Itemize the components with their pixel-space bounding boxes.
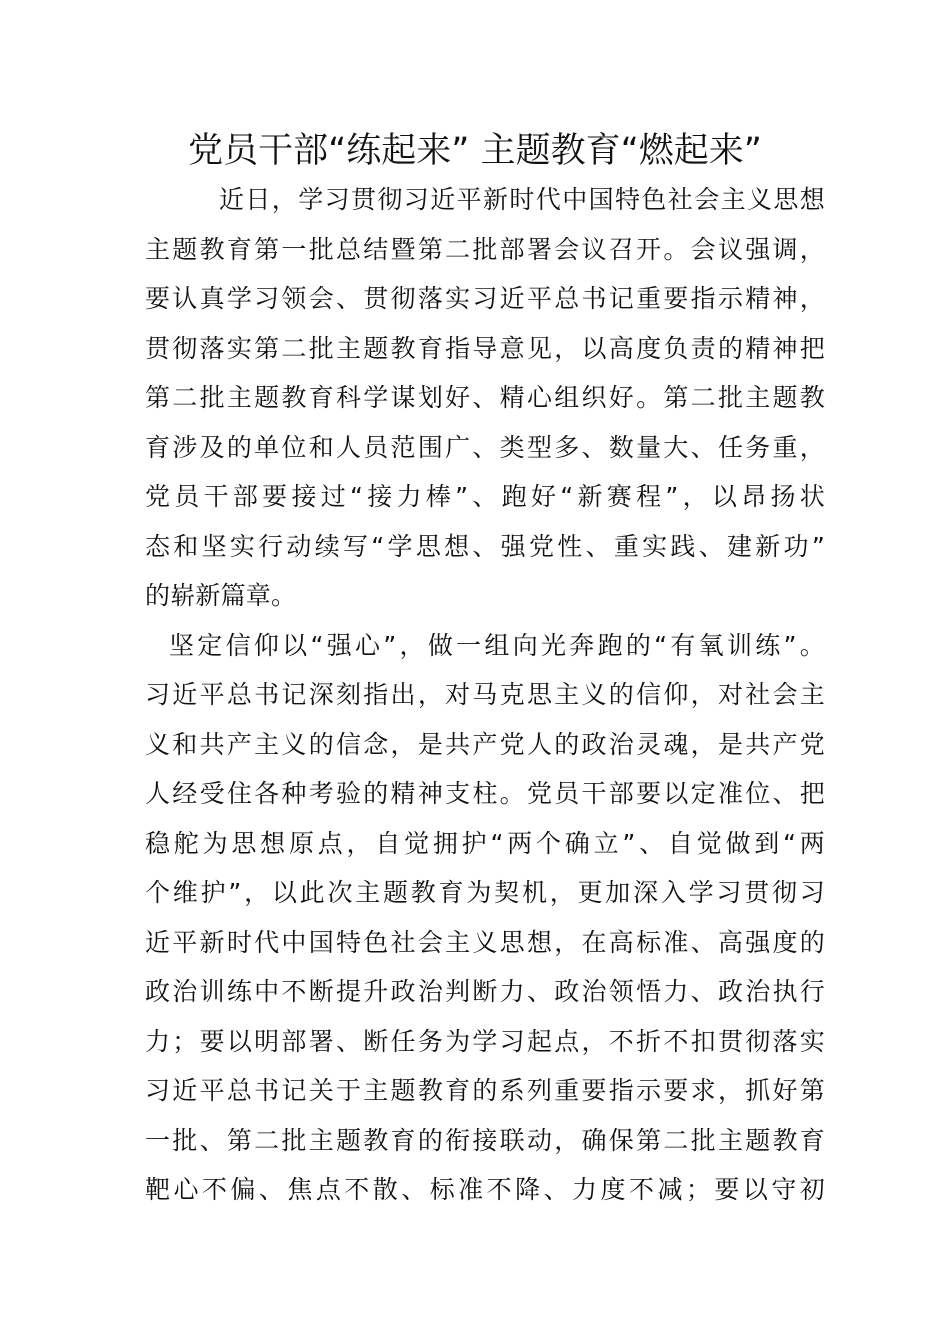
paragraph-line: 力；要以明部署、断任务为学习起点，不折不扣贯彻落实 bbox=[145, 1026, 825, 1056]
paragraph-line: 要认真学习领会、贯彻落实习近平总书记重要指示精神， bbox=[145, 284, 825, 313]
paragraph-line: 稳舵为思想原点，自觉拥护“两个确立”、自觉做到“两 bbox=[145, 828, 825, 858]
paragraph-line: 近平新时代中国特色社会主义思想，在高标准、高强度的 bbox=[145, 927, 825, 957]
paragraph-line: 一批、第二批主题教育的衔接联动，确保第二批主题教育 bbox=[145, 1125, 825, 1155]
paragraph-line: 靶心不偏、焦点不散、标准不降、力度不减；要以守初 bbox=[145, 1175, 825, 1204]
paragraph-line: 习近平总书记关于主题教育的系列重要指示要求，抓好第 bbox=[145, 1076, 825, 1105]
paragraph-line: 坚定信仰以“强心”，做一组向光奔跑的“有氧训练”。 bbox=[169, 630, 825, 660]
document-title: 党员干部“练起来” 主题教育“燃起来” bbox=[188, 131, 762, 171]
paragraph-line: 态和坚实行动续写“学思想、强党性、重实践、建新功” bbox=[145, 531, 825, 561]
paragraph-line: 习近平总书记深刻指出，对马克思主义的信仰，对社会主 bbox=[145, 680, 825, 709]
paragraph-line: 的崭新篇章。 bbox=[145, 581, 297, 610]
paragraph-line: 党员干部要接过“接力棒”、跑好“新赛程”，以昂扬状 bbox=[145, 482, 825, 511]
document-body bbox=[145, 175, 825, 1215]
paragraph-line: 主题教育第一批总结暨第二批部署会议召开。会议强调， bbox=[145, 234, 825, 264]
paragraph-line: 个维护”，以此次主题教育为契机，更加深入学习贯彻习 bbox=[145, 878, 825, 907]
paragraph-line: 近日，学习贯彻习近平新时代中国特色社会主义思想 bbox=[219, 185, 825, 214]
paragraph-line: 义和共产主义的信念，是共产党人的政治灵魂，是共产党 bbox=[145, 729, 825, 759]
paragraph-line: 贯彻落实第二批主题教育指导意见，以高度负责的精神把 bbox=[145, 333, 825, 363]
paragraph-line: 人经受住各种考验的精神支柱。党员干部要以定准位、把 bbox=[145, 779, 825, 808]
paragraph-line: 第二批主题教育科学谋划好、精心组织好。第二批主题教 bbox=[145, 383, 825, 412]
paragraph-line: 育涉及的单位和人员范围广、类型多、数量大、任务重， bbox=[145, 432, 825, 462]
paragraph-line: 政治训练中不断提升政治判断力、政治领悟力、政治执行 bbox=[145, 977, 825, 1006]
